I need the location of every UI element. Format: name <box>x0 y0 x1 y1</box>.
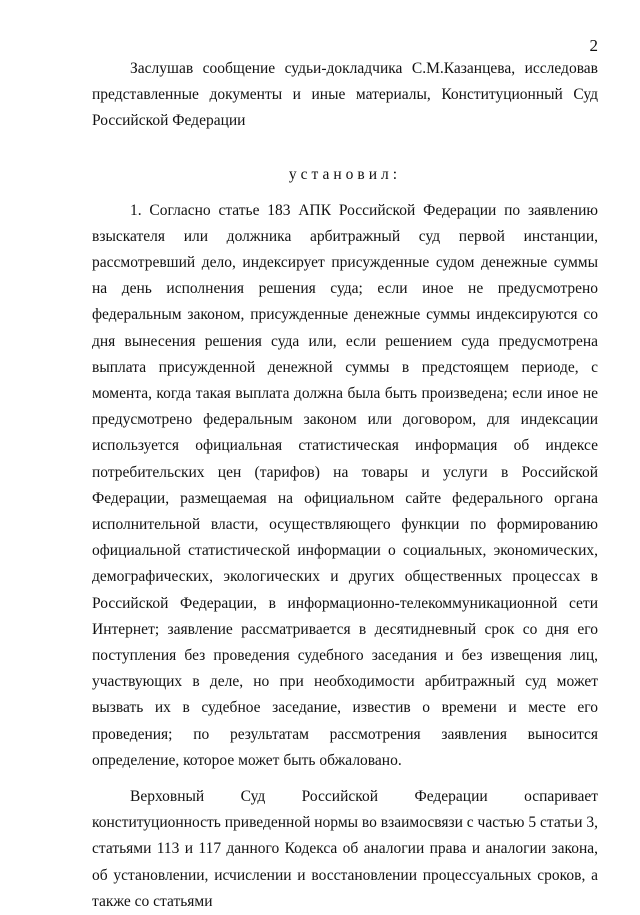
paragraph-2: Верховный Суд Российской Федерации оспаривает конституционность приведенной нормы во взаимосвязи с частью 5 статьи 3, статьями 113 и 117 данного Кодекса об аналогии права и аналогии закона, об установлении, исчислении и восстановлении процессуальных сроков, а также со статьями <box>92 788 598 910</box>
page-number: 2 <box>589 36 598 55</box>
section-heading: установил: <box>288 165 402 183</box>
intro-paragraph: Заслушав сообщение судьи-докладчика С.М.Казанцева, исследовав представленные документы и иные материалы, Конституционный Суд Российской Федерации <box>92 60 598 130</box>
paragraph-1: 1. Согласно статье 183 АПК Российской Федерации по заявлению взыскателя или должника арбитражный суд первой инстанции, рассмотревший дело, индексирует присужденные судом денежные суммы на день исполнения решения суда; если иное не предусмотрено федеральным законом, присужденные денежные суммы индексируются со дня вынесения решения суда или, если решением суда предусмотрена выплата присужденной денежной суммы в предстоящем периоде, с момента, когда такая выплата должна была быть произведена; если иное не предусмотрено федеральным законом или договором, для индексации используется официальная статистическая информация об индексе потребительских цен (тарифов) на товары и услуги в Российской Федерации, размещаемая на официальном сайте федерального органа исполнительной власти, осуществляющего функции по формированию официальной статистической информации о социальных, экономических, демографических, экологических и других общественных процессах в Российской Федерации, в информационно-телекоммуникационной сети Интернет; заявление рассматривается в десятидневный срок со дня его поступления без проведения судебного заседания и без извещения лиц, участвующих в деле, но при необходимости арбитражный суд может вызвать их в судебное заседание, известив о времени и месте его проведения; по результатам рассмотрения заявления выносится определение, которое может быть обжаловано. <box>92 201 598 769</box>
document-body <box>92 56 598 915</box>
